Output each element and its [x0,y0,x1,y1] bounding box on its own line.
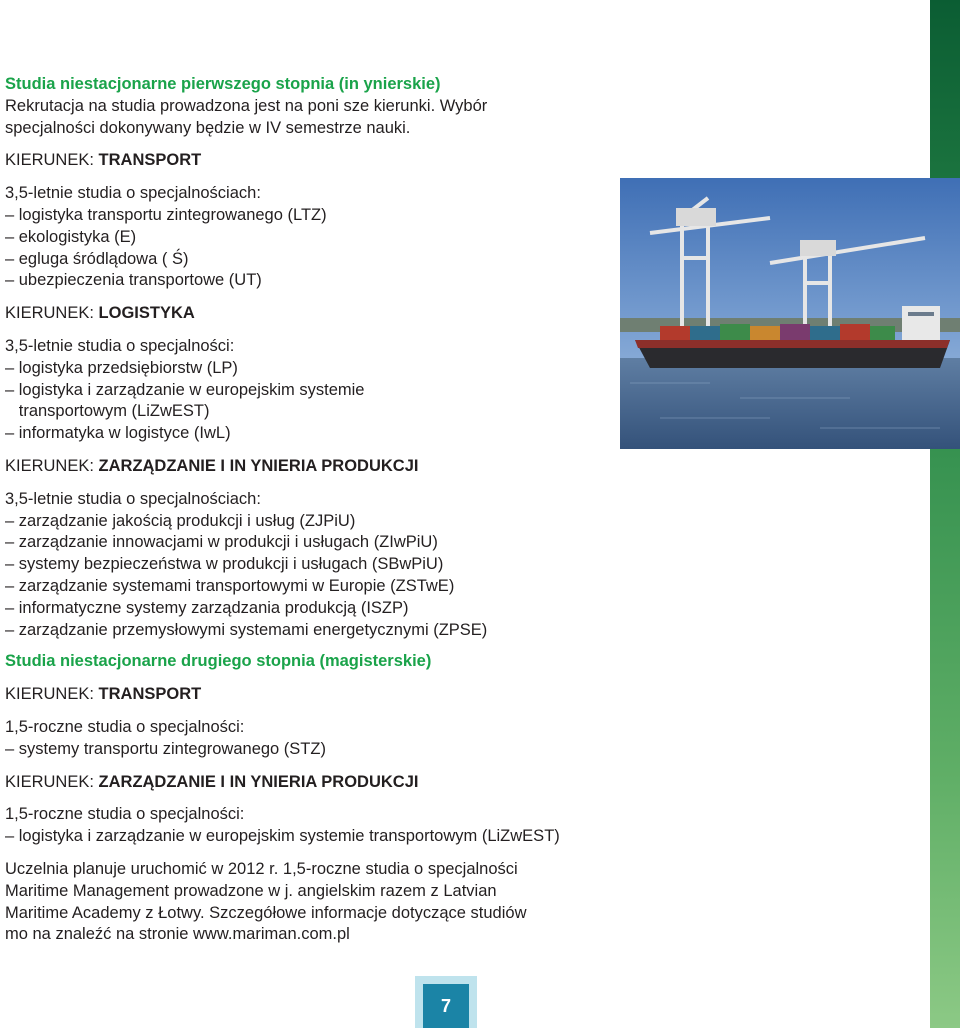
container-ship-photo [620,178,960,449]
specialization-item: – logistyka i zarządzanie w europejskim systemie transportowym (LiZwEST) [5,827,560,846]
specialization-subheading: 1,5-roczne studia o specjalności: [5,805,245,824]
program-prefix: KIERUNEK: [5,151,99,170]
specialization-item: – systemy bezpieczeństwa w produkcji i usługach (SBwPiU) [5,555,444,574]
specialization-subheading: 3,5-letnie studia o specjalnościach: [5,184,261,203]
closing-line-4: mo na znaleźć na stronie www.mariman.com.pl [5,925,350,944]
page-content [5,74,620,946]
specialization-item: – logistyka i zarządzanie w europejskim systemie [5,380,365,399]
closing-line-3: Maritime Academy z Łotwy. Szczegółowe informacje dotyczące studiów [5,903,527,922]
specialization-item: – zarządzanie jakością produkcji i usług (ZJPiU) [5,511,356,530]
closing-line-2: Maritime Management prowadzone w j. angielskim razem z Latvian [5,881,497,900]
specialization-item: – ubezpieczenia transportowe (UT) [5,271,262,290]
specialization-item: – logistyka przedsiębiorstw (LP) [5,358,238,377]
program-name: ZARZĄDZANIE I IN YNIERIA PRODUKCJI [98,456,419,475]
decorative-side-bar [930,0,960,1028]
program-prefix: KIERUNEK: [5,304,99,323]
specialization-item: – informatyczne systemy zarządzania produkcją (ISZP) [5,598,409,617]
section2-title: Studia niestacjonarne drugiego stopnia (magisterskie) [5,652,432,671]
specialization-item: – logistyka transportu zintegrowanego (LTZ) [5,205,327,224]
specialization-subheading: 3,5-letnie studia o specjalności: [5,336,235,355]
specialization-item: – egluga śródlądowa ( Ś) [5,249,189,268]
program-heading-transport [5,150,620,172]
specialization-subheading: 1,5-roczne studia o specjalności: [5,717,245,736]
section1-title: Studia niestacjonarne pierwszego stopnia (in ynierskie) [5,75,441,93]
page-number-box [415,976,477,1028]
program-heading-transport-masters [5,684,620,706]
specialization-item: – systemy transportu zintegrowanego (STZ) [5,739,326,758]
program-prefix: KIERUNEK: [5,772,99,791]
specialization-item: – informatyka w logistyce (IwL) [5,424,231,443]
specialization-item: transportowym (LiZwEST) [5,402,210,421]
specialization-item: – zarządzanie systemami transportowymi w Europie (ZSTwE) [5,576,455,595]
specialization-item: – ekologistyka (E) [5,227,137,246]
section1-intro-line-1: Rekrutacja na studia prowadzona jest na poni sze kierunki. Wybór [5,96,488,115]
program-heading-zarzadzanie-masters [5,772,620,794]
program-name: ZARZĄDZANIE I IN YNIERIA PRODUKCJI [98,772,419,791]
closing-line-1: Uczelnia planuje uruchomić w 2012 r. 1,5-roczne studia o specjalności [5,859,518,878]
program-name: TRANSPORT [98,685,202,704]
program-prefix: KIERUNEK: [5,685,99,704]
section1-intro-line-2: specjalności dokonywany będzie w IV semestrze nauki. [5,118,411,137]
program-name: TRANSPORT [98,151,202,170]
program-heading-logistyka [5,303,620,325]
specialization-subheading: 3,5-letnie studia o specjalnościach: [5,489,261,508]
page-number: 7 [423,984,469,1028]
specialization-item: – zarządzanie przemysłowymi systemami energetycznymi (ZPSE) [5,620,488,639]
program-prefix: KIERUNEK: [5,456,99,475]
program-name: LOGISTYKA [98,304,195,323]
program-heading-zarzadzanie [5,456,620,478]
specialization-item: – zarządzanie innowacjami w produkcji i usługach (ZIwPiU) [5,533,438,552]
